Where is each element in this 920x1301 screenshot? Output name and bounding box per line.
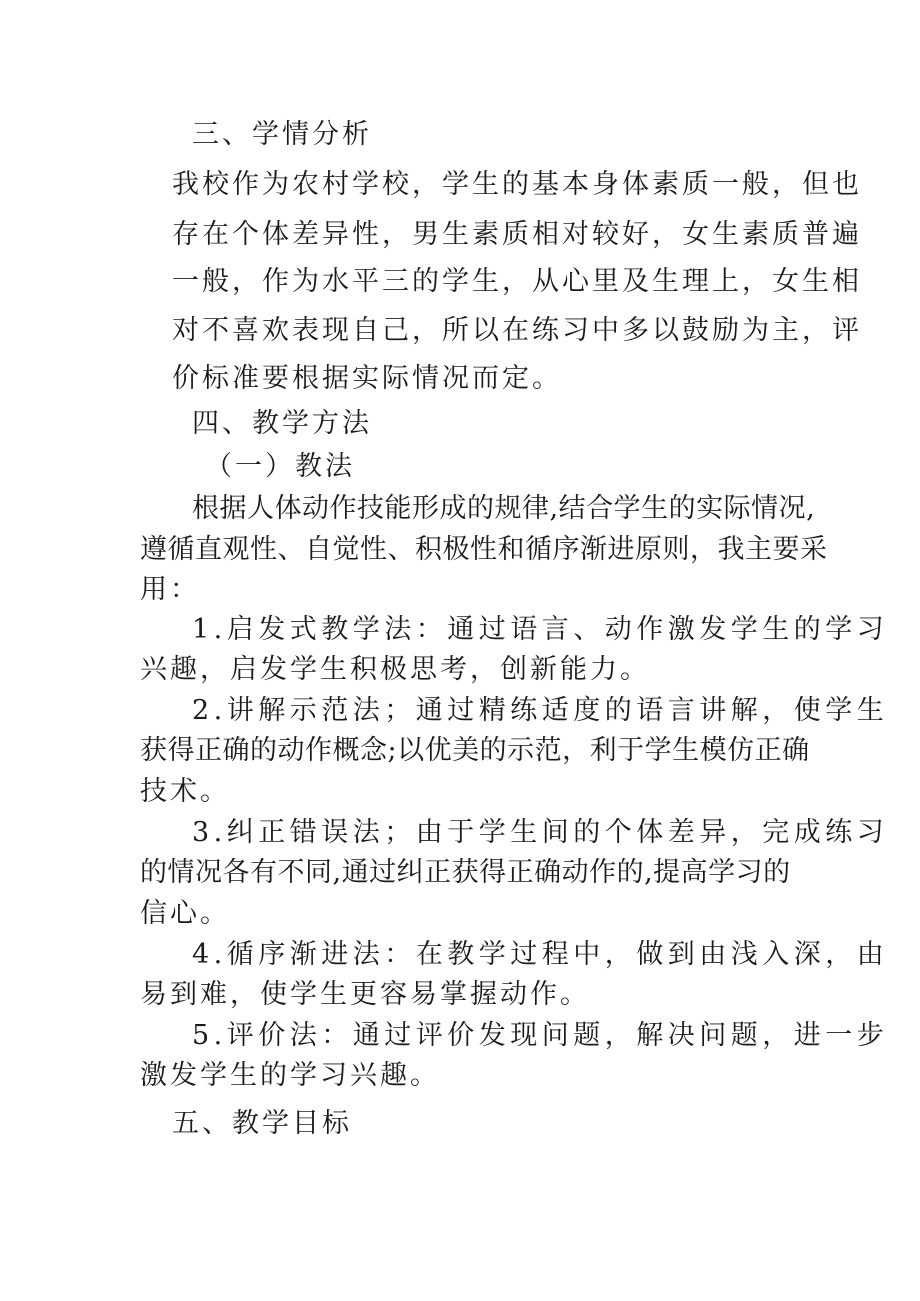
method-item-line: 信心。 [140, 898, 230, 929]
method-item-line: 3.纠正错误法；由于学生间的个体差异，完成练习 [192, 817, 889, 848]
method-item-line: 4.循序渐进法：在教学过程中，做到由浅入深，由 [192, 939, 889, 970]
method-item-line: 易到难，使学生更容易掌握动作。 [140, 979, 590, 1010]
paragraph-line: 我校作为农村学校，学生的基本身体素质一般，但也 [172, 169, 862, 200]
method-item-line: 1.启发式教学法：通过语言、动作激发学生的学习 [192, 614, 889, 645]
section-heading-learning-analysis: 三、学情分析 [192, 119, 372, 150]
method-item-line: 2.讲解示范法；通过精练适度的语言讲解，使学生 [192, 695, 889, 726]
method-item-line: 的情况各有不同,通过纠正获得正确动作的,提高学习的 [140, 857, 791, 888]
method-item-line: 技术。 [140, 776, 230, 807]
subsection-heading-teaching: （一）教法 [205, 451, 355, 482]
paragraph-line: 价标准要根据实际情况而定。 [172, 363, 562, 394]
method-item-line: 激发学生的学习兴趣。 [140, 1060, 440, 1091]
paragraph-line: 对不喜欢表现自己，所以在练习中多以鼓励为主，评 [172, 315, 862, 346]
paragraph-line: 用： [140, 574, 200, 605]
paragraph-line: 根据人体动作技能形成的规律,结合学生的实际情况, [192, 493, 816, 524]
paragraph-line: 存在个体差异性，男生素质相对较好，女生素质普遍 [172, 219, 862, 250]
paragraph-line: 遵循直观性、自觉性、积极性和循序渐进原则，我主要采 [140, 534, 828, 565]
method-item-line: 5.评价法：通过评价发现问题，解决问题，进一步 [192, 1020, 889, 1051]
paragraph-line: 一般，作为水平三的学生，从心里及生理上，女生相 [172, 266, 862, 297]
method-item-line: 获得正确的动作概念;以优美的示范，利于学生模仿正确 [140, 735, 810, 766]
section-heading-teaching-objectives: 五、教学目标 [172, 1108, 352, 1139]
section-heading-teaching-methods: 四、教学方法 [192, 408, 372, 439]
method-item-line: 兴趣，启发学生积极思考，创新能力。 [140, 654, 650, 685]
